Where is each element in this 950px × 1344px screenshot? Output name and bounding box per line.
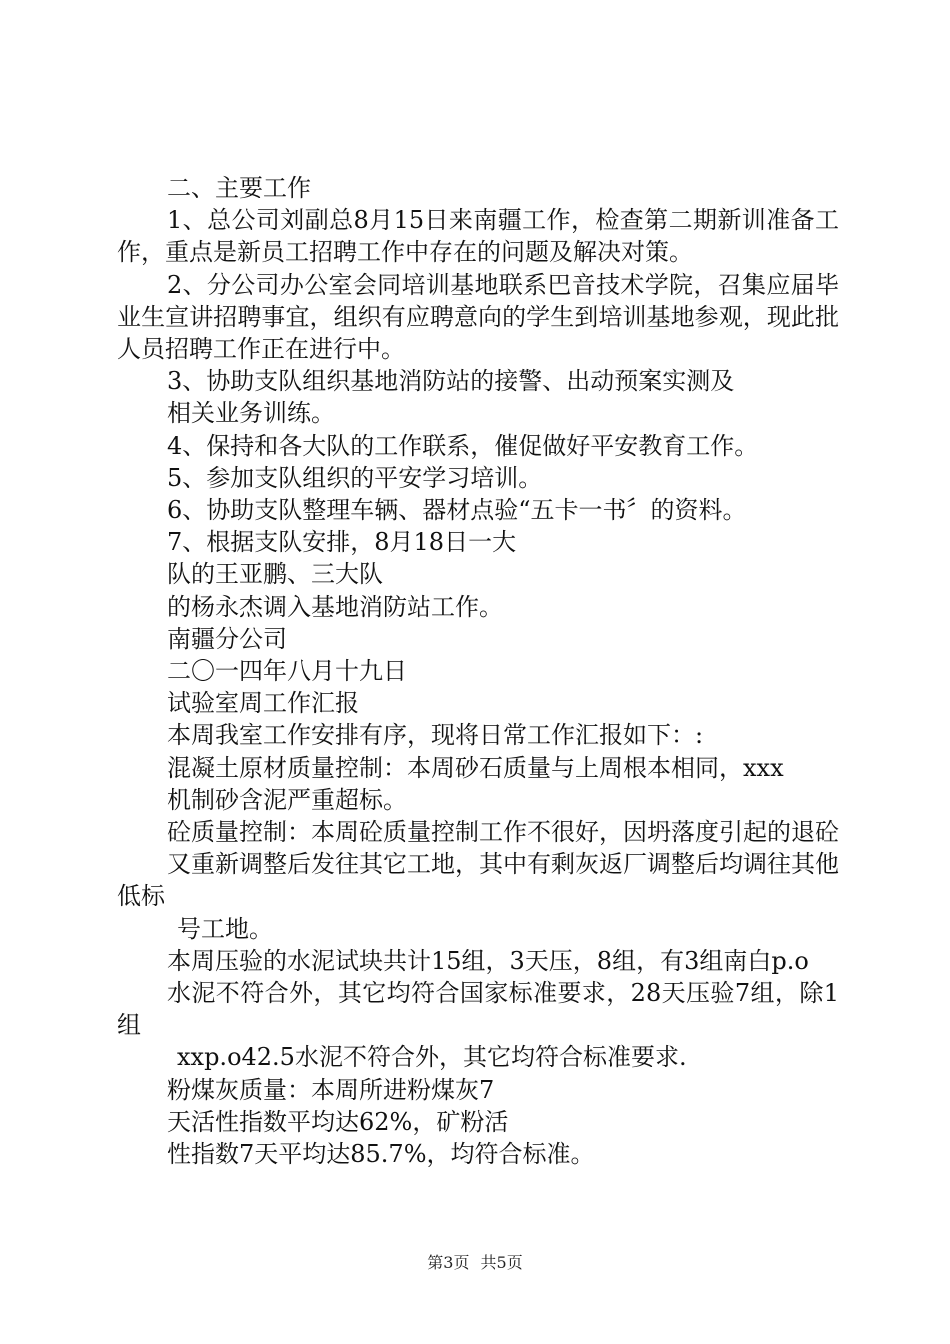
text-line: 的杨永杰调入基地消防站工作。 — [167, 592, 503, 621]
text-line: 7、根据支队安排，8月18日一大 — [167, 528, 517, 557]
page-footer — [0, 1250, 950, 1273]
paragraph-concrete: 砼质量控制：本周砼质量控制工作不很好，因坍落度引起的退砼 — [167, 818, 839, 847]
text-line: 相关业务训练。 — [167, 399, 335, 428]
section-heading: 二、主要工作 — [167, 174, 311, 202]
text-line: 性指数7天平均达85.7%，均符合标准。 — [167, 1140, 595, 1169]
text-line: 队的王亚鹏、三大队 — [167, 560, 383, 589]
report-title: 试验室周工作汇报 — [167, 689, 359, 718]
page-total: 共5页 — [480, 1253, 523, 1272]
document-body — [117, 172, 839, 1170]
text-line: 机制砂含泥严重超标。 — [167, 785, 407, 814]
page-number: 第3页 — [427, 1253, 470, 1272]
text-line: 5、参加支队组织的平安学习培训。 — [167, 463, 543, 492]
text-line: xxp.o42.5水泥不符合外，其它均符合标准要求. — [177, 1043, 687, 1072]
paragraph-item-1: 1、总公司刘副总8月15日来南疆工作，检查第二期新训准备工作，重点是新员工招聘工作中存在的问题及解决对策。 — [117, 206, 839, 267]
paragraph-cement-2: 水泥不符合外，其它均符合国家标准要求，28天压验7组，除1组 — [117, 979, 839, 1040]
text-line: 6、协助支队整理车辆、器材点验“五卡一书〞的资料。 — [167, 496, 747, 525]
text-line: 混凝土原材质量控制：本周砂石质量与上周根本相同，xxx — [167, 753, 784, 782]
paragraph-return: 又重新调整后发往其它工地，其中有剩灰返厂调整后均调往其他低标 — [117, 850, 839, 911]
signature-company: 南疆分公司 — [167, 624, 287, 653]
signature-date: 二〇一四年八月十九日 — [167, 657, 407, 686]
text-line: 3、协助支队组织基地消防站的接警、出动预案实测及 — [167, 367, 735, 396]
text-line: 本周我室工作安排有序，现将日常工作汇报如下：: — [167, 721, 704, 750]
text-line: 号工地。 — [177, 914, 273, 943]
paragraph-cement: 本周压验的水泥试块共计15组，3天压，8组，有3组南白p.o — [167, 946, 809, 975]
paragraph-item-2: 2、分公司办公室会同培训基地联系巴音技术学院，召集应届毕业生宣讲招聘事宜，组织有应聘意向的学生到培训基地参观，现此批人员招聘工作正在进行中。 — [117, 270, 839, 364]
text-line: 天活性指数平均达62%，矿粉活 — [167, 1107, 509, 1136]
text-line: 4、保持和各大队的工作联系，催促做好平安教育工作。 — [167, 431, 759, 460]
text-line: 粉煤灰质量：本周所进粉煤灰7 — [167, 1075, 495, 1104]
